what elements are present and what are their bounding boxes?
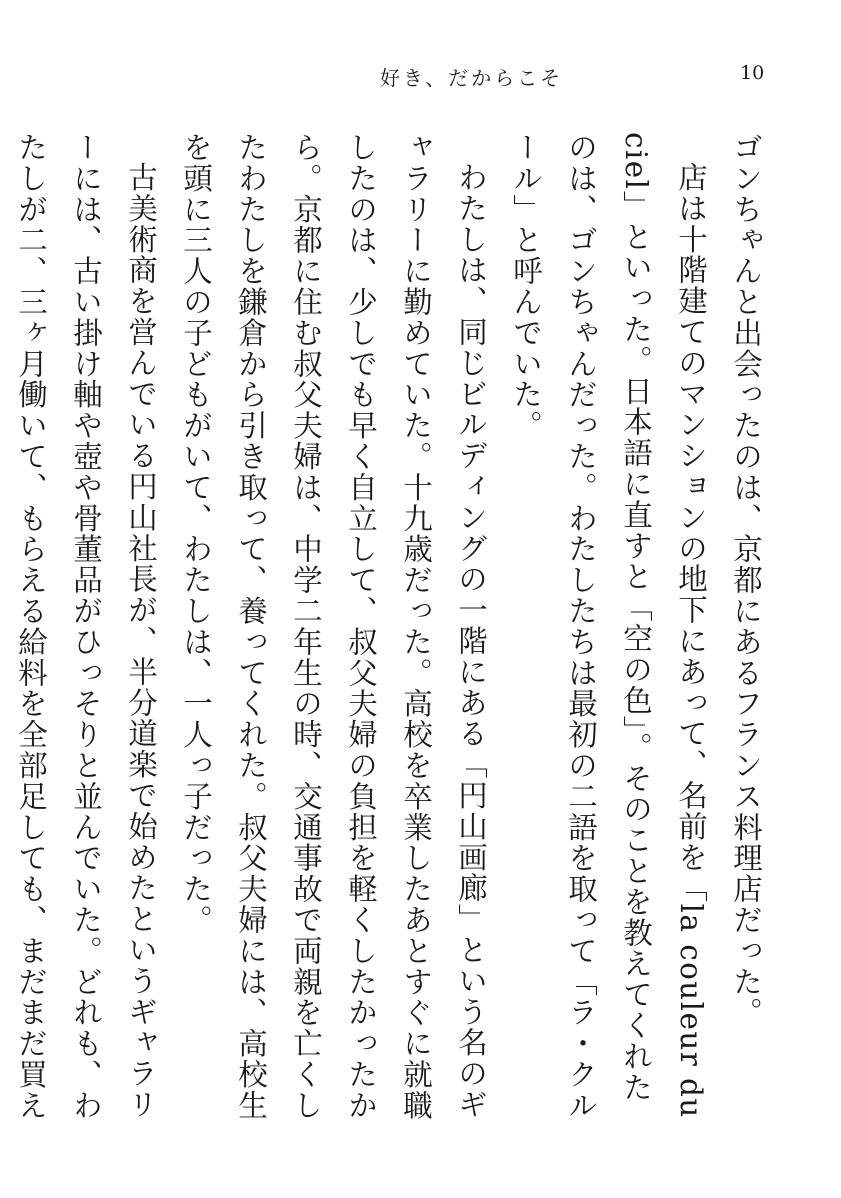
paragraph-4: 古美術商を営んでいる円山社長が、半分道楽で始めたというギャラリーには、古い掛け軸や壺や骨董品がひっそりと並んでいた。どれも、わたしが二、三ヶ月働いて、もらえる給料を全部足しても、まだまだ買え — [14, 132, 158, 1121]
paragraph-1: ゴンちゃんと出会ったのは、京都にあるフランス料理店だった。 — [729, 132, 763, 1029]
body-text — [14, 132, 773, 1132]
running-title: 好き、だからこそ — [380, 66, 564, 90]
page-number: 10 — [740, 62, 765, 84]
paragraph-3: わたしは、同じビルディングの一階にある「円山画廊」という名のギャラリーに勤めていた。十九歳だった。高校を卒業したあとすぐに就職したのは、少しでも早く自立して、叔父夫婦の負担を軽くしたかったから。京都に住む叔父夫婦は、中学二年生の時、交通事故で両親を亡くしたわたしを鎌倉から引き取って、養ってくれた。叔父夫婦には、高校生を頭に三人の子どもがいて、わたしは、一人っ子だった。 — [179, 132, 488, 1121]
paragraph-2: 店は十階建てのマンションの地下にあって、名前を「la couleur du ciel」といった。日本語に直すと「空の色」。そのことを教えてくれたのは、ゴンちゃんだった。わたしたちは最初の二語を取って「ラ・クルール」と呼んでいた。 — [509, 132, 708, 1121]
